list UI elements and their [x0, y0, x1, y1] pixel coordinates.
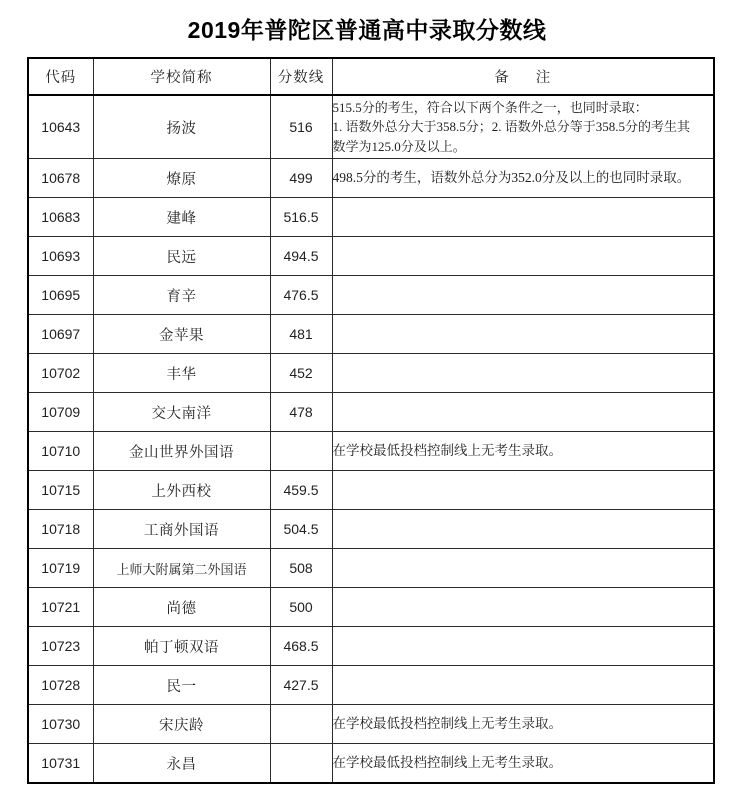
remark-line: 在学校最低投档控制线上无考生录取。	[332, 754, 562, 770]
admission-score-table	[27, 57, 715, 784]
table-row	[28, 95, 714, 159]
cell-score-line: 494.5	[270, 237, 332, 276]
score-table-container	[27, 57, 713, 784]
cell-score-line: 452	[270, 354, 332, 393]
cell-score-line: 476.5	[270, 276, 332, 315]
column-header-code: 代码	[28, 58, 93, 95]
remark-line: 515.5分的考生，符合以下两个条件之一，也同时录取：	[332, 99, 648, 115]
table-row	[28, 744, 714, 784]
cell-remark	[332, 393, 714, 432]
cell-school-name: 丰华	[93, 354, 270, 393]
column-header-score: 分数线	[270, 58, 332, 95]
cell-code: 10731	[28, 744, 93, 784]
cell-remark	[332, 471, 714, 510]
cell-school-name: 上外西校	[93, 471, 270, 510]
remark-line: 在学校最低投档控制线上无考生录取。	[332, 442, 562, 458]
cell-remark	[332, 627, 714, 666]
cell-school-name: 上师大附属第二外国语	[93, 549, 270, 588]
table-row	[28, 315, 714, 354]
table-row	[28, 471, 714, 510]
cell-code: 10709	[28, 393, 93, 432]
table-row	[28, 159, 714, 198]
table-row	[28, 237, 714, 276]
cell-code: 10697	[28, 315, 93, 354]
table-row	[28, 354, 714, 393]
cell-school-name: 宋庆龄	[93, 705, 270, 744]
cell-school-name: 永昌	[93, 744, 270, 784]
cell-remark	[332, 159, 714, 198]
cell-code: 10695	[28, 276, 93, 315]
column-header-remark-part2: 注	[535, 70, 552, 86]
cell-score-line: 516.5	[270, 198, 332, 237]
cell-code: 10643	[28, 95, 93, 159]
cell-school-name: 工商外国语	[93, 510, 270, 549]
remark-line: 1. 语数外总分大于358.5分；2. 语数外总分等于358.5分的考生其	[332, 119, 691, 135]
table-row	[28, 510, 714, 549]
cell-score-line: 508	[270, 549, 332, 588]
cell-code: 10702	[28, 354, 93, 393]
cell-school-name: 建峰	[93, 198, 270, 237]
cell-code: 10728	[28, 666, 93, 705]
table-row	[28, 432, 714, 471]
table-row	[28, 276, 714, 315]
cell-remark	[332, 588, 714, 627]
cell-remark	[332, 705, 714, 744]
cell-code: 10693	[28, 237, 93, 276]
cell-code: 10723	[28, 627, 93, 666]
cell-code: 10683	[28, 198, 93, 237]
cell-score-line: 459.5	[270, 471, 332, 510]
cell-remark	[332, 744, 714, 784]
cell-school-name: 金山世界外国语	[93, 432, 270, 471]
remark-line: 498.5分的考生，语数外总分为352.0分及以上的也同时录取。	[332, 169, 691, 185]
column-header-remark	[332, 58, 714, 95]
cell-school-name: 民远	[93, 237, 270, 276]
cell-school-name: 尚德	[93, 588, 270, 627]
cell-remark	[332, 549, 714, 588]
cell-score-line: 500	[270, 588, 332, 627]
cell-school-name: 金苹果	[93, 315, 270, 354]
cell-code: 10718	[28, 510, 93, 549]
cell-school-name: 燎原	[93, 159, 270, 198]
cell-remark	[332, 95, 714, 159]
page-title: 2019年普陀区普通高中录取分数线	[187, 17, 547, 43]
cell-score-line: 481	[270, 315, 332, 354]
cell-remark	[332, 432, 714, 471]
cell-school-name: 交大南洋	[93, 393, 270, 432]
cell-score-line: 516	[270, 95, 332, 159]
table-row	[28, 198, 714, 237]
table-row	[28, 627, 714, 666]
cell-score-line: 499	[270, 159, 332, 198]
table-body	[28, 95, 714, 783]
remark-line: 在学校最低投档控制线上无考生录取。	[332, 715, 562, 731]
table-header	[28, 58, 714, 95]
table-row	[28, 588, 714, 627]
cell-remark	[332, 276, 714, 315]
cell-code: 10678	[28, 159, 93, 198]
table-row	[28, 705, 714, 744]
column-header-remark-part1: 备	[494, 70, 510, 86]
cell-score-line: 478	[270, 393, 332, 432]
remark-line: 数学为125.0分及以上。	[332, 138, 466, 154]
cell-remark	[332, 510, 714, 549]
cell-score-line	[270, 705, 332, 744]
cell-score-line	[270, 744, 332, 784]
column-header-school: 学校简称	[93, 58, 270, 95]
cell-score-line: 504.5	[270, 510, 332, 549]
table-row	[28, 666, 714, 705]
cell-remark	[332, 315, 714, 354]
cell-code: 10730	[28, 705, 93, 744]
cell-remark	[332, 237, 714, 276]
cell-remark	[332, 198, 714, 237]
cell-remark	[332, 354, 714, 393]
cell-code: 10719	[28, 549, 93, 588]
cell-remark	[332, 666, 714, 705]
cell-school-name: 民一	[93, 666, 270, 705]
cell-score-line: 468.5	[270, 627, 332, 666]
table-header-row	[28, 58, 714, 95]
table-row	[28, 549, 714, 588]
cell-school-name: 帕丁顿双语	[93, 627, 270, 666]
cell-code: 10715	[28, 471, 93, 510]
cell-code: 10710	[28, 432, 93, 471]
cell-code: 10721	[28, 588, 93, 627]
cell-score-line	[270, 432, 332, 471]
cell-score-line: 427.5	[270, 666, 332, 705]
cell-school-name: 扬波	[93, 95, 270, 159]
cell-school-name: 育辛	[93, 276, 270, 315]
table-row	[28, 393, 714, 432]
